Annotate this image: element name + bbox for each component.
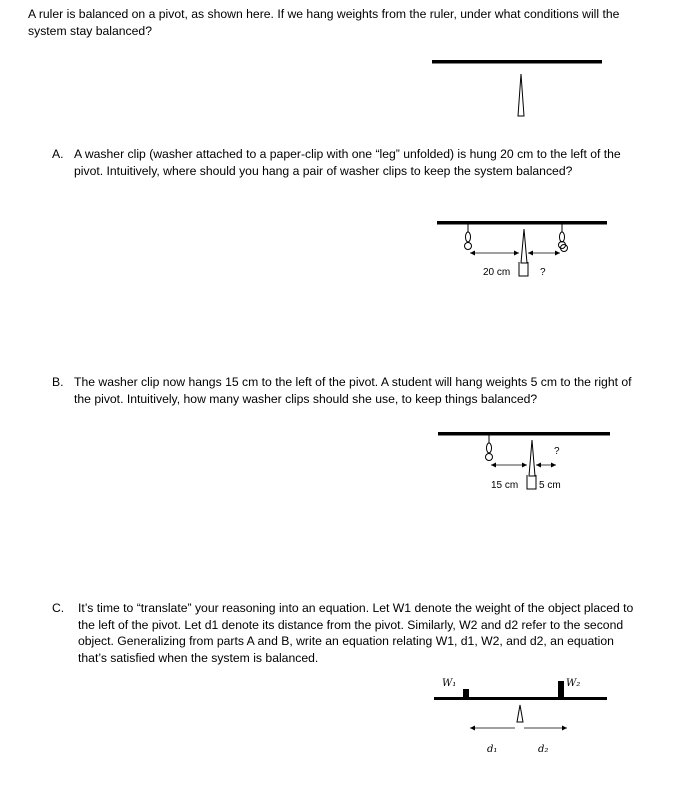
weight-w1-block xyxy=(463,689,469,697)
question-c-letter: C. xyxy=(52,601,65,615)
d1-distance-arrow xyxy=(470,726,515,731)
unknown-weight-label: ? xyxy=(554,446,560,457)
w1-label: W₁ xyxy=(442,678,457,689)
left-distance-label: 20 cm xyxy=(483,267,511,278)
w2-label: W₂ xyxy=(566,678,581,689)
d2-distance-arrow xyxy=(524,726,567,731)
intro-text: A ruler is balanced on a pivot, as shown here. If we hang weights from the ruler, under what conditions will the system stay balanced? xyxy=(28,7,620,38)
right-distance-label: 5 cm xyxy=(539,480,561,491)
question-a-text: A washer clip (washer attached to a paper-clip with one “leg” unfolded) is hung 20 cm to the left of the pivot. Intuitively, where should you hang a pair of washer clips to keep the system balanced? xyxy=(74,147,621,178)
question-b-letter: B. xyxy=(52,375,64,389)
pivot-icon xyxy=(517,705,523,722)
question-a-letter: A. xyxy=(52,147,64,161)
d1-label: d₁ xyxy=(487,744,498,755)
left-distance-label: 15 cm xyxy=(491,480,519,491)
question-b-text: The washer clip now hangs 15 cm to the left of the pivot. A student will hang weights 5 cm to the right of the pivot. Intuitively, how many washer clips should she use, to keep things balanced? xyxy=(74,375,632,406)
d2-label: d₂ xyxy=(538,744,549,755)
weight-w2-block xyxy=(558,681,564,697)
question-c-text: It’s time to “translate” your reasoning into an equation. Let W1 denote the weight of the object placed to the left of the pivot. Let d1 denote its distance from the pivot. Similarly, W2 and d2 refer to the second object. Generalizing from parts A and B, write an equation relating W1, d1, W2, and d2, an equation that’s satisfied when the system is balanced. xyxy=(78,601,634,665)
right-distance-label: ? xyxy=(540,267,546,278)
ruler-bar xyxy=(434,697,607,700)
